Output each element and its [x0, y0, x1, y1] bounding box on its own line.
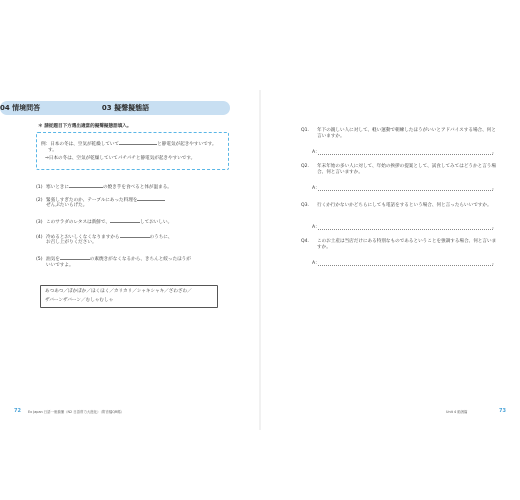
exercise-question-5-cont: いいですよ。	[46, 263, 74, 268]
example-box	[36, 132, 229, 170]
example-line-1-cont: す。	[48, 148, 57, 153]
page-gutter	[259, 90, 261, 430]
answer-blank[interactable]	[137, 196, 165, 201]
exercise-question-5: (5) 油気を の素焼きがなくなるから、きちんと絞ったほうが	[36, 257, 191, 262]
exercise-question-1: (1) 寒いときに の焼き芋を食べると体が温まる。	[36, 185, 172, 190]
section-title-situational-qa: 04 情境問答	[0, 101, 40, 115]
instruction-text: ＊ 請從題目下方選出適當的擬聲擬態語填入。	[38, 124, 132, 129]
exercise-question-2: (2) 緊張しすぎたのか、テーブルにあった料理を	[36, 196, 226, 204]
example-line-2: ⇒日本の冬は、空気が乾燥していてパチパチと静電気が起きやすいです。	[45, 156, 196, 161]
page-number-right: 73	[499, 408, 506, 414]
exercise-question-4: (4) 冷めるとおいしくなくなりますから のうちに、	[36, 235, 173, 240]
answer-line-1[interactable]: A： 。	[312, 150, 497, 155]
answer-blank[interactable]	[69, 183, 103, 188]
choices-line-1: あつあつ／ぽかぽか／ほくほく／カリカリ／シャキシャキ／ざわざわ／	[45, 289, 192, 294]
example-line-1	[41, 140, 216, 148]
page-number-left: 72	[14, 408, 21, 414]
example-label: 例：	[41, 142, 51, 147]
exercise-question-2-cont: ぜんぶたいらげた。	[46, 203, 88, 208]
running-footer-right: Unit 4 勧誘篇	[446, 410, 468, 414]
answer-blank[interactable]	[120, 233, 150, 238]
answer-line-3[interactable]: A： 。	[312, 225, 497, 230]
example-blank	[119, 140, 157, 145]
answer-blank[interactable]	[110, 218, 140, 223]
running-footer-left: Ex Japan 日語一冊搞懂（N2 日語實力大進化）（附音檔QR碼）	[28, 410, 125, 414]
choices-line-2: ザバーンザバーン／むしゃむしゃ	[45, 298, 114, 303]
example-line1-pre: 日本の冬は、空気が乾燥していて	[50, 142, 120, 147]
section-title-onomatopoeia: 03 擬聲擬態語	[21, 101, 230, 115]
exercise-question-3: (3) このサラダのレタスは新鮮で、 しておいしい。	[36, 220, 173, 225]
answer-blank[interactable]	[60, 255, 90, 260]
exercise-question-4-cont: お召し上がりください。	[46, 240, 97, 245]
example-line1-post: と静電気が起きやすいです。	[157, 142, 217, 147]
word-choices-box	[40, 285, 218, 308]
answer-line-2[interactable]: A： 。	[312, 186, 497, 191]
answer-line-4[interactable]: A： 。	[312, 261, 497, 266]
